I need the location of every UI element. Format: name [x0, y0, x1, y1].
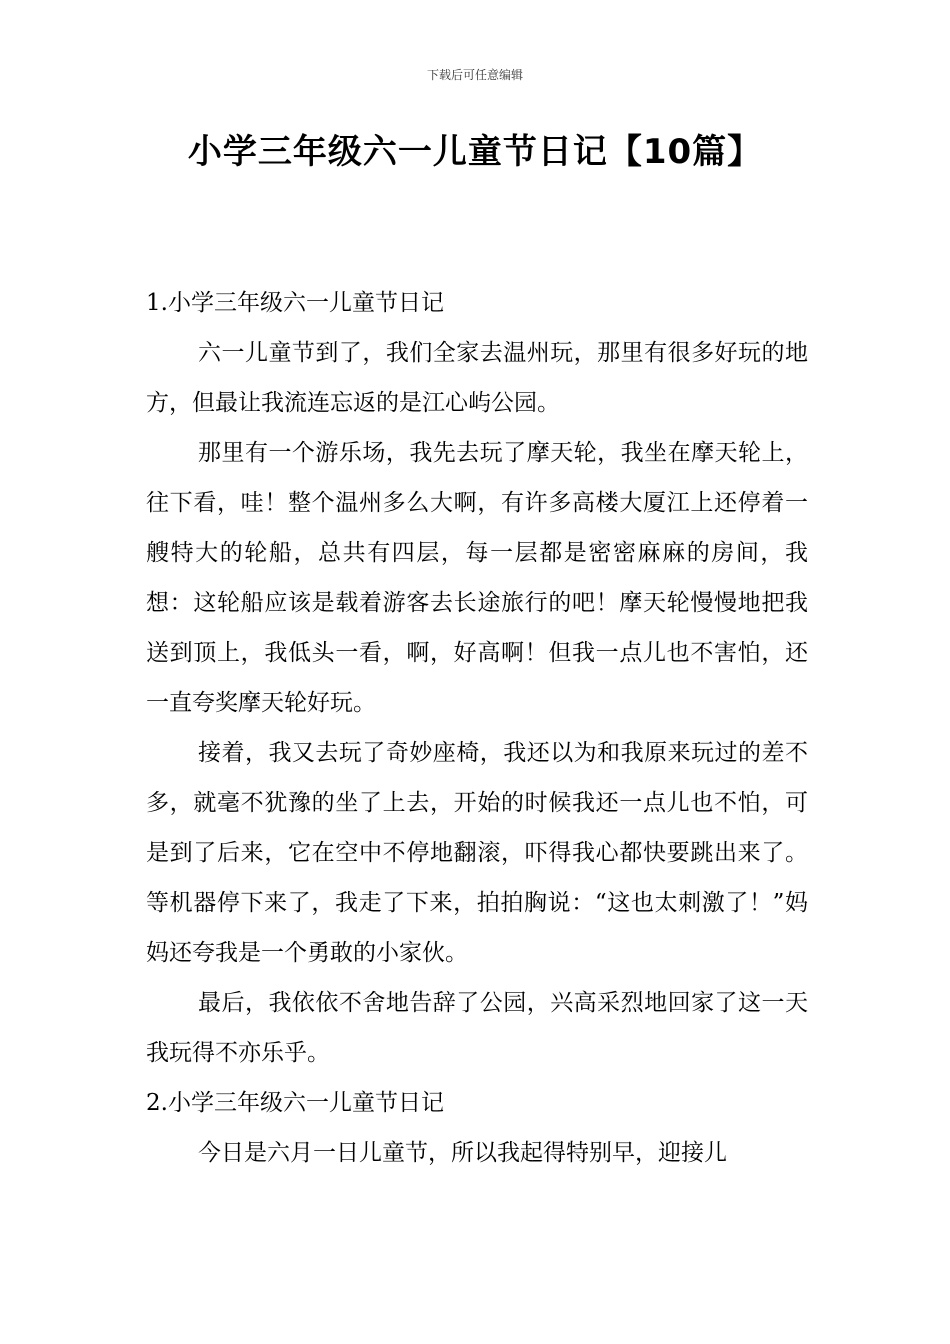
section-heading: 1.小学三年级六一儿童节日记 [146, 290, 444, 316]
document-body [146, 278, 808, 1178]
paragraph: 最后，我依依不舍地告辞了公园，兴高采烈地回家了这一天我玩得不亦乐乎。 [146, 990, 808, 1066]
paragraph: 那里有一个游乐场，我先去玩了摩天轮，我坐在摩天轮上，往下看，哇！整个温州多么大啊，有许多高楼大厦江上还停着一艘特大的轮船，总共有四层，每一层都是密密麻麻的房间，我想：这轮船应该是载着游客去长途旅行的吧！摩天轮慢慢地把我送到顶上，我低头一看，啊，好高啊！但我一点儿也不害怕，还一直夸奖摩天轮好玩。 [146, 440, 808, 716]
paragraph: 六一儿童节到了，我们全家去温州玩，那里有很多好玩的地方，但最让我流连忘返的是江心屿公园。 [146, 340, 808, 416]
header-note: 下载后可任意编辑 [426, 68, 523, 82]
paragraph: 接着，我又去玩了奇妙座椅，我还以为和我原来玩过的差不多，就毫不犹豫的坐了上去，开始的时候我还一点儿也不怕，可是到了后来，它在空中不停地翻滚，吓得我心都快要跳出来了。等机器停下来了，我走了下来，拍拍胸说：“这也太刺激了！”妈妈还夸我是一个勇敢的小家伙。 [146, 740, 808, 966]
document-title: 小学三年级六一儿童节日记【10篇】 [187, 132, 763, 172]
paragraph: 今日是六月一日儿童节，所以我起得特别早，迎接儿 [198, 1140, 727, 1166]
section-heading: 2.小学三年级六一儿童节日记 [146, 1090, 444, 1116]
